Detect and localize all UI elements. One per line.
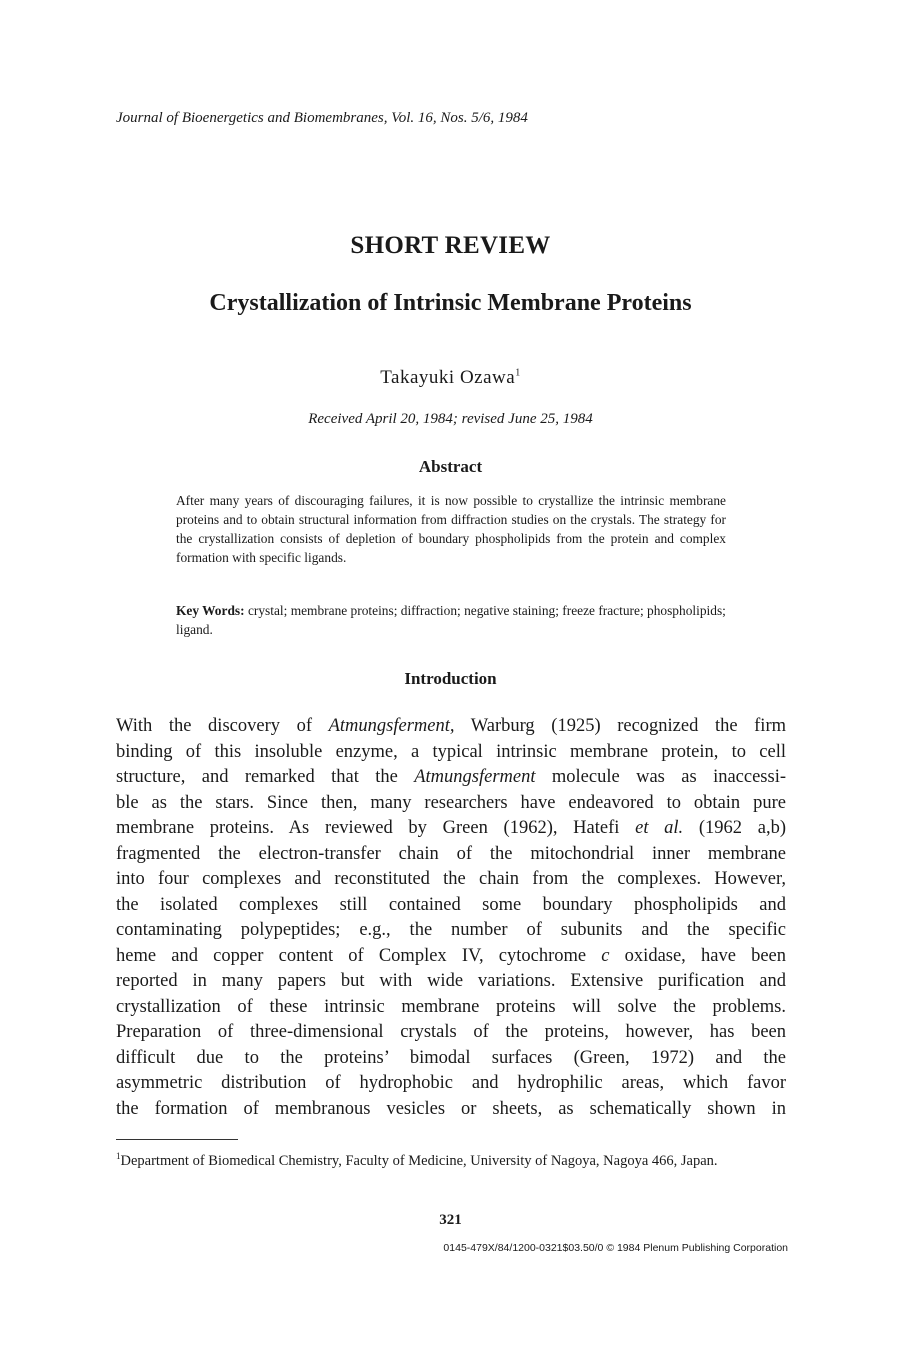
keywords bbox=[176, 601, 726, 639]
section-type: SHORT REVIEW bbox=[350, 232, 551, 259]
introduction-body bbox=[116, 714, 786, 1122]
author-line bbox=[0, 367, 901, 389]
introduction-line: the formation of membranous vesicles or sheets, as schematically shown in bbox=[116, 1098, 786, 1119]
footnote-mark: 1 bbox=[116, 1151, 121, 1161]
italic-term: c bbox=[601, 945, 610, 966]
author-name: Takayuki Ozawa bbox=[380, 367, 516, 388]
article-title: Crystallization of Intrinsic Membrane Proteins bbox=[209, 290, 692, 316]
introduction-line: into four complexes and reconstituted the chain from the complexes. However, bbox=[116, 869, 786, 889]
introduction-line: ble as the stars. Since then, many researchers have endeavored to obtain pure bbox=[116, 792, 786, 813]
introduction-line: the isolated complexes still contained some boundary phospholipids and bbox=[116, 894, 786, 915]
footnote-divider bbox=[116, 1139, 238, 1140]
introduction-heading: Introduction bbox=[404, 669, 497, 688]
abstract-heading: Abstract bbox=[418, 457, 483, 476]
received-dates: Received April 20, 1984; revised June 25, 1984 bbox=[308, 411, 593, 427]
introduction-line: membrane proteins. As reviewed by Green (1962), Hatefi et al. (1962 a,b) bbox=[116, 818, 786, 838]
introduction-line: asymmetric distribution of hydrophobic and hydrophilic areas, which favor bbox=[116, 1073, 786, 1093]
abstract-text: After many years of discouraging failures, it is now possible to crystallize the intrinsic membrane proteins and to obtain structural information from diffraction studies on the crystals. The strategy for the crystallization consists of depletion of boundary phospholipids from the protein and complex formation with specific ligands. bbox=[176, 493, 726, 565]
italic-term: Atmungsferment, bbox=[328, 716, 455, 736]
introduction-line: difficult due to the proteins’ bimodal surfaces (Green, 1972) and the bbox=[116, 1047, 786, 1068]
footnote-text: Department of Biomedical Chemistry, Faculty of Medicine, University of Nagoya, Nagoya 466, Japan. bbox=[120, 1152, 718, 1169]
introduction-line: structure, and remarked that the Atmungsferment molecule was as inaccessi- bbox=[116, 767, 787, 787]
introduction-line: reported in many papers but with wide variations. Extensive purification and bbox=[116, 971, 786, 991]
author-footnote-mark: 1 bbox=[515, 367, 521, 379]
introduction-line: heme and copper content of Complex IV, cytochrome c oxidase, have been bbox=[116, 945, 787, 966]
introduction-line: With the discovery of Atmungsferment, Warburg (1925) recognized the firm bbox=[116, 716, 787, 736]
introduction-line: crystallization of these intrinsic membrane proteins will solve the problems. bbox=[116, 996, 786, 1017]
footnote bbox=[116, 1147, 788, 1170]
copyright-line: 0145-479X/84/1200-0321$03.50/0 © 1984 Plenum Publishing Corporation bbox=[443, 1242, 788, 1254]
introduction-line: binding of this insoluble enzyme, a typical intrinsic membrane protein, to cell bbox=[116, 741, 786, 762]
italic-term: et al. bbox=[635, 818, 684, 838]
keywords-list: crystal; membrane proteins; diffraction; negative staining; freeze fracture; phospholipids; ligand. bbox=[176, 603, 726, 637]
keywords-label: Key Words: bbox=[176, 603, 245, 618]
introduction-line: fragmented the electron-transfer chain of the mitochondrial inner membrane bbox=[116, 843, 786, 864]
page-number: 321 bbox=[439, 1212, 462, 1228]
italic-term: Atmungsferment bbox=[414, 767, 536, 787]
introduction-line: contaminating polypeptides; e.g., the number of subunits and the specific bbox=[116, 920, 786, 940]
journal-citation: Journal of Bioenergetics and Biomembranes, Vol. 16, Nos. 5/6, 1984 bbox=[116, 110, 528, 126]
introduction-line: Preparation of three-dimensional crystals of the proteins, however, has been bbox=[116, 1022, 786, 1042]
